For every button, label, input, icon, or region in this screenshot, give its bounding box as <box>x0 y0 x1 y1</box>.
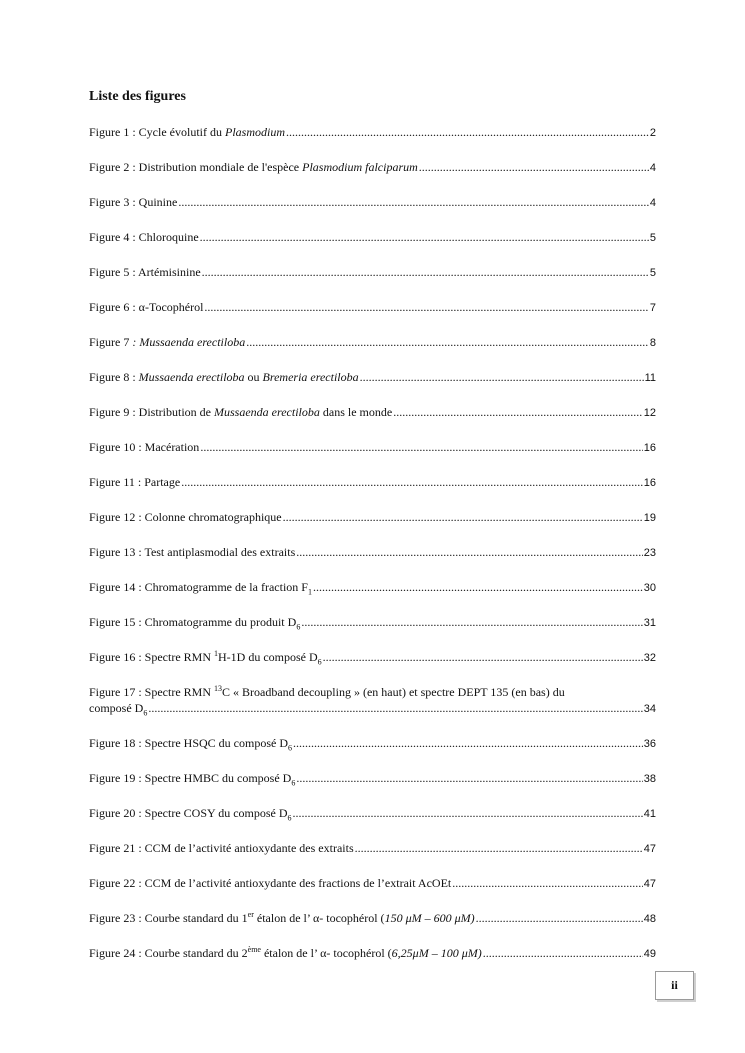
entry-label: Figure 12 : Colonne chromatographique <box>89 510 282 524</box>
entry-page-number: 48 <box>643 913 656 925</box>
entry-superscript: ème <box>247 945 261 954</box>
entry-superscript: 13 <box>214 684 222 693</box>
entry-label: Figure 23 : Courbe standard du 1 <box>89 911 248 925</box>
dot-leader <box>200 229 649 245</box>
toc-entry[interactable] <box>89 509 656 526</box>
entry-label: Figure 20 : Spectre COSY du composé D <box>89 806 288 820</box>
dot-leader <box>204 299 648 315</box>
toc-entry[interactable] <box>89 579 656 596</box>
toc-entry[interactable] <box>89 369 656 386</box>
dot-leader <box>323 649 643 665</box>
toc-entry[interactable] <box>89 159 656 176</box>
entry-italic: 6,25μM – 100 μM) <box>391 946 482 960</box>
entry-subscript: 6 <box>287 813 292 823</box>
entry-page-number: 23 <box>643 547 656 559</box>
entry-label: Figure 16 : Spectre RMN <box>89 650 214 664</box>
dot-leader <box>476 910 643 926</box>
dot-leader <box>200 439 642 455</box>
toc-entry[interactable] <box>89 945 656 962</box>
page-title: Liste des figures <box>89 89 186 104</box>
entry-label-continued: ou <box>244 370 263 384</box>
toc-entry[interactable] <box>89 194 656 211</box>
entry-superscript: er <box>247 910 254 919</box>
entry-page-number: 47 <box>643 878 656 890</box>
entry-label: Figure 10 : Macération <box>89 440 200 454</box>
dot-leader <box>483 945 643 961</box>
dot-leader <box>246 334 649 350</box>
figure-list <box>89 124 656 980</box>
entry-label: Figure 15 : Chromatogramme du produit D <box>89 615 297 629</box>
entry-label-line2: composé D <box>89 701 144 715</box>
dot-leader <box>293 805 643 821</box>
toc-entry[interactable] <box>89 614 656 631</box>
toc-entry[interactable] <box>89 404 656 421</box>
entry-label: Figure 9 : Distribution de <box>89 405 214 419</box>
entry-subscript: 1 <box>307 587 312 597</box>
page-number: ii <box>655 971 694 1000</box>
toc-entry[interactable] <box>89 124 656 141</box>
entry-label-continued: C « Broadband decoupling » (en haut) et spectre DEPT 135 (en bas) du <box>222 685 565 699</box>
dot-leader <box>296 770 642 786</box>
entry-label: Figure 21 : CCM de l’activité antioxydante des extraits <box>89 841 354 855</box>
dot-leader <box>355 840 643 856</box>
entry-label: Figure 18 : Spectre HSQC du composé D <box>89 736 288 750</box>
entry-superscript: 1 <box>214 649 218 658</box>
entry-italic: Mussaenda erectiloba <box>214 405 320 419</box>
entry-label: Figure 24 : Courbe standard du 2 <box>89 946 248 960</box>
entry-label: Figure 5 : Artémisinine <box>89 265 201 279</box>
entry-subscript: 6 <box>287 743 292 753</box>
entry-subscript: 6 <box>296 622 301 632</box>
dot-leader <box>293 735 643 751</box>
dot-leader <box>181 474 643 490</box>
entry-page-number: 34 <box>643 703 656 715</box>
entry-label: Figure 3 : Quinine <box>89 195 178 209</box>
dot-leader <box>283 509 643 525</box>
toc-entry[interactable] <box>89 735 656 752</box>
toc-entry[interactable] <box>89 264 656 281</box>
dot-leader <box>286 124 649 140</box>
entry-label: Figure 13 : Test antiplasmodial des extraits <box>89 545 296 559</box>
dot-leader <box>148 700 642 716</box>
toc-entry[interactable] <box>89 299 656 316</box>
entry-page-number: 2 <box>649 127 656 139</box>
dot-leader <box>202 264 649 280</box>
entry-label-continued: étalon de l’ α- tocophérol ( <box>253 911 385 925</box>
entry-label: Figure 2 : Distribution mondiale de l'espèce <box>89 160 303 174</box>
entry-label-continued: étalon de l’ α- tocophérol ( <box>260 946 392 960</box>
entry-label: Figure 14 : Chromatogramme de la fraction F <box>89 580 308 594</box>
toc-entry[interactable] <box>89 334 656 351</box>
dot-leader <box>296 544 643 560</box>
entry-label: Figure 11 : Partage <box>89 475 181 489</box>
toc-entry[interactable] <box>89 649 656 666</box>
toc-entry[interactable] <box>89 770 656 787</box>
entry-page-number: 12 <box>643 407 656 419</box>
toc-entry[interactable] <box>89 474 656 491</box>
toc-entry[interactable] <box>89 229 656 246</box>
entry-label-continued: H-1D du composé D <box>218 650 318 664</box>
entry-page-number: 5 <box>649 232 656 244</box>
dot-leader <box>313 579 643 595</box>
entry-page-number: 11 <box>644 372 656 384</box>
toc-entry[interactable] <box>89 544 656 561</box>
entry-label: Figure 17 : Spectre RMN <box>89 685 214 699</box>
entry-page-number: 16 <box>643 442 656 454</box>
dot-leader <box>360 369 644 385</box>
entry-page-number: 4 <box>649 162 656 174</box>
entry-italic: Mussaenda erectiloba <box>138 370 245 384</box>
toc-entry[interactable] <box>89 875 656 892</box>
entry-page-number: 47 <box>643 843 656 855</box>
entry-page-number: 38 <box>643 773 656 785</box>
toc-entry[interactable] <box>89 840 656 857</box>
dot-leader <box>393 404 643 420</box>
entry-label: Figure 8 : <box>89 370 139 384</box>
entry-italic: 150 μM – 600 μM) <box>384 911 475 925</box>
entry-label: Figure 22 : CCM de l’activité antioxydante des fractions de l’extrait AcOEt <box>89 876 452 890</box>
entry-page-number: 4 <box>649 197 656 209</box>
entry-label: Figure 6 : α-Tocophérol <box>89 300 204 314</box>
entry-page-number: 49 <box>643 948 656 960</box>
entry-page-number: 19 <box>643 512 656 524</box>
dot-leader <box>301 614 642 630</box>
entry-page-number: 36 <box>643 738 656 750</box>
entry-label: Figure 19 : Spectre HMBC du composé D <box>89 771 292 785</box>
entry-label-continued: dans le monde <box>319 405 393 419</box>
entry-italic: Plasmodium falciparum <box>302 160 418 174</box>
entry-page-number: 32 <box>643 652 656 664</box>
toc-entry[interactable] <box>89 805 656 822</box>
entry-italic: : Mussaenda erectiloba <box>132 335 246 349</box>
dot-leader <box>452 875 643 891</box>
entry-italic: Plasmodium <box>224 125 285 139</box>
toc-entry[interactable] <box>89 684 656 717</box>
entry-page-number: 31 <box>643 617 656 629</box>
entry-label: Figure 1 : Cycle évolutif du <box>89 125 225 139</box>
toc-entry[interactable] <box>89 439 656 456</box>
entry-subscript: 6 <box>291 778 296 788</box>
entry-page-number: 5 <box>649 267 656 279</box>
entry-label: Figure 7 <box>89 335 133 349</box>
entry-subscript: 6 <box>143 708 148 718</box>
toc-entry[interactable] <box>89 910 656 927</box>
dot-leader <box>178 194 649 210</box>
entry-page-number: 30 <box>643 582 656 594</box>
entry-subscript: 6 <box>317 657 322 667</box>
entry-label: Figure 4 : Chloroquine <box>89 230 199 244</box>
entry-page-number: 16 <box>643 477 656 489</box>
entry-italic: Bremeria erectiloba <box>262 370 359 384</box>
dot-leader <box>419 159 649 175</box>
entry-page-number: 8 <box>649 337 656 349</box>
entry-page-number: 41 <box>643 808 656 820</box>
entry-page-number: 7 <box>649 302 656 314</box>
